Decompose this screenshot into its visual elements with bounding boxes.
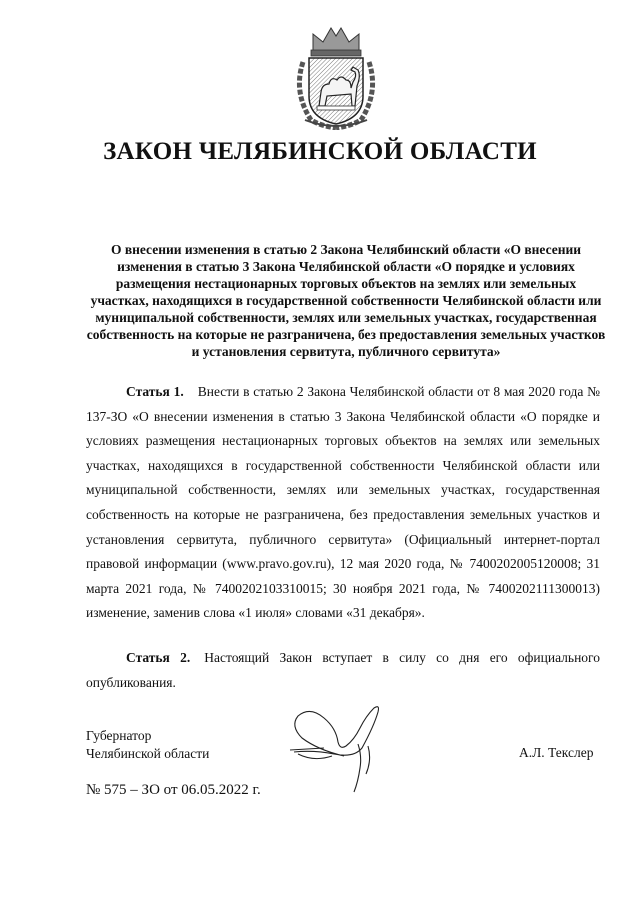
article-1-label: Статья 1. — [126, 384, 184, 399]
position-line-2: Челябинской области — [86, 746, 210, 761]
signer-name: А.Л. Текслер — [519, 745, 594, 760]
article-1 — [86, 380, 600, 626]
handwritten-signature-icon — [284, 690, 396, 798]
law-title: О внесении изменения в статью 2 Закона Челябинский области «О внесении изменения в статью 3 Закона Челябинской области «О порядке и условиях размещения нестационарных торговых объектов на землях или земельных участках, находящихся в государственной собственности Челябинской области или муниципальной собственности, землях или земельных участках, государственная собственность на которые не разграничена, без предоставления земельных участков и установления сервитута, публичного сервитута» — [86, 242, 606, 359]
article-2-label: Статья 2. — [126, 650, 191, 665]
signatory-position — [86, 727, 209, 763]
position-line-1: Губернатор — [86, 728, 152, 743]
article-2-text: Настоящий Закон вступает в силу со дня его официального опубликования. — [86, 650, 600, 690]
article-2 — [86, 646, 600, 695]
article-1-text: Внести в статью 2 Закона Челябинской области от 8 мая 2020 года № 137-ЗО «О внесении изменения в статью 3 Закона Челябинской области «О порядке и условиях размещения нестационарных торговых объектов на землях или земельных участках, находящихся в государственной собственности Челябинской области или муниципальной собственности, землях или земельных участках, государственная собственность на которые не разграничена, без предоставления земельных участков и установления сервитута, публичного сервитута» (Официальный интернет-портал правовой информации (www.pravo.gov.ru), 12 мая 2020 года, № 7400202005120008; 31 марта 2021 года, № 7400202103310015; 30 ноября 2021 года, № 7400202111300013) изменение, заменив слова «1 июля» словами «31 декабря». — [86, 384, 600, 621]
registration-number: № 575 – ЗО от 06.05.2022 г. — [86, 782, 261, 798]
document-type-heading: ЗАКОН ЧЕЛЯБИНСКОЙ ОБЛАСТИ — [103, 138, 537, 165]
coat-of-arms-icon — [291, 22, 381, 130]
